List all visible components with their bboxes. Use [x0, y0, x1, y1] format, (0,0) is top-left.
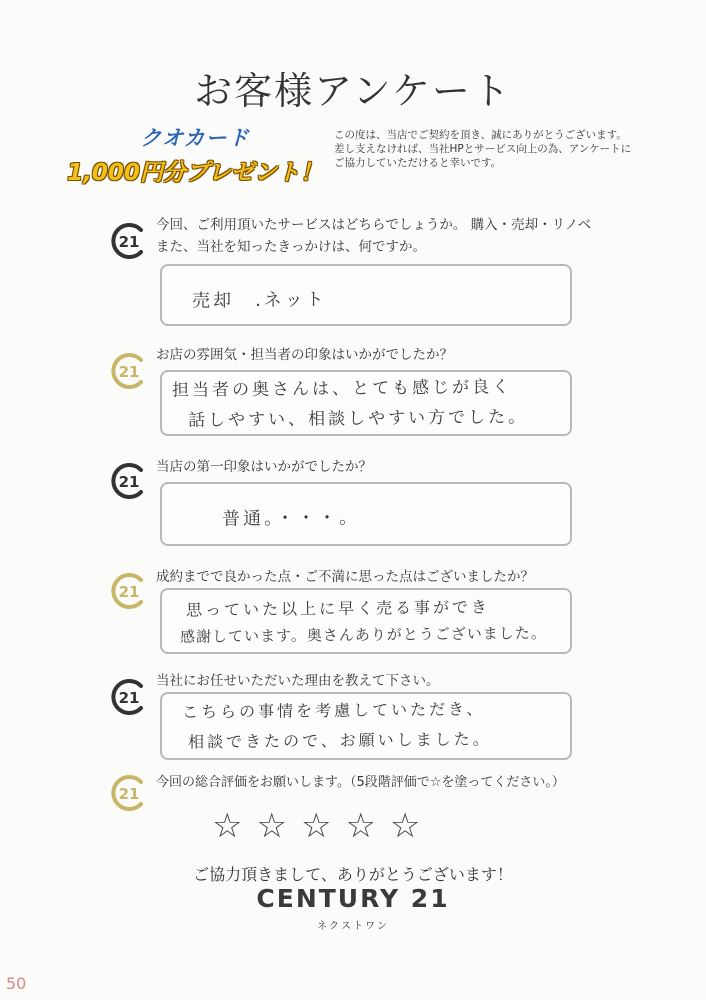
svg-text:21: 21	[118, 583, 140, 601]
svg-text:21: 21	[118, 363, 140, 381]
century21-logo-icon	[108, 676, 150, 718]
question-line: 当社にお任せいただいた理由を教えて下さい。	[156, 673, 440, 689]
intro-line: この度は、当店でご契約を頂き、誠にありがとうございます。	[334, 129, 627, 141]
svg-text:21: 21	[118, 785, 140, 803]
century21-logo-icon	[108, 570, 150, 612]
answer-handwriting: 売却 .ネット	[191, 289, 327, 312]
thanks-message: ご協力頂きまして、ありがとうございます！	[193, 865, 513, 884]
intro-text	[334, 128, 674, 170]
answer-handwriting: 話しやすい、相談しやすい方でした。	[187, 407, 529, 431]
question-5	[108, 670, 598, 770]
page-number: 50	[6, 974, 27, 993]
century21-logo-icon	[108, 772, 150, 814]
intro-line: 差し支えなければ、当社HPとサービス向上の為、アンケートに	[334, 143, 632, 155]
century21-logo-icon	[108, 220, 150, 262]
century21-logo-icon	[108, 350, 150, 392]
promo-present-label: 1,000円分プレゼント！	[67, 160, 323, 186]
question-line: また、当社を知ったきっかけは、何ですか。	[156, 239, 426, 255]
question-line: 当店の第一印象はいかがでしたか？	[156, 459, 372, 475]
question-text	[156, 214, 591, 258]
answer-box	[160, 370, 572, 436]
question-2	[108, 344, 598, 444]
intro-line: ご協力していただけると幸いです。	[334, 157, 502, 169]
century21-logo-icon	[108, 460, 150, 502]
question-line: 今回、ご利用頂いたサービスはどちらでしょうか。 購入・売却・リノベ	[156, 217, 592, 233]
answer-handwriting: 担当者の奥さんは、とても感じが良く	[171, 377, 513, 401]
answer-handwriting: こちらの事情を考慮していただき、	[181, 699, 486, 722]
question-line: お店の雰囲気・担当者の印象はいかがでしたか？	[156, 347, 453, 363]
answer-handwriting: 感謝しています。奥さんありがとうございました。	[179, 624, 547, 646]
answer-box	[160, 588, 572, 654]
star-rating[interactable]: ☆☆☆☆☆	[212, 806, 435, 846]
question-3	[108, 456, 598, 556]
page-title: お客様アンケート	[194, 69, 512, 113]
answer-handwriting: 相談できたので、お願いしました。	[187, 729, 492, 752]
question-line: 成約までで良かった点・ご不満に思った点はございましたか？	[156, 569, 534, 585]
question-4	[108, 566, 598, 666]
answer-box	[160, 264, 572, 326]
answer-handwriting: 思っていた以上に早く売る事ができ	[185, 597, 491, 620]
brand-subtitle: ネクストワン	[317, 921, 389, 932]
promo-quocard-label: クオカード	[140, 126, 250, 150]
svg-text:21: 21	[118, 689, 140, 707]
question-text	[156, 566, 534, 588]
brand-logo-text: CENTURY 21	[256, 884, 450, 913]
question-1	[108, 214, 598, 334]
svg-text:21: 21	[118, 233, 140, 251]
question-text	[156, 344, 453, 366]
promo-badge	[60, 122, 330, 187]
question-text	[156, 772, 565, 794]
question-line: 今回の総合評価をお願いします。（5段階評価で☆を塗ってください。）	[156, 775, 565, 790]
answer-box	[160, 692, 572, 760]
answer-handwriting: 普通。・・・。	[221, 507, 361, 530]
question-text	[156, 456, 372, 478]
answer-box	[160, 482, 572, 546]
question-text	[156, 670, 440, 692]
svg-text:21: 21	[118, 473, 140, 491]
